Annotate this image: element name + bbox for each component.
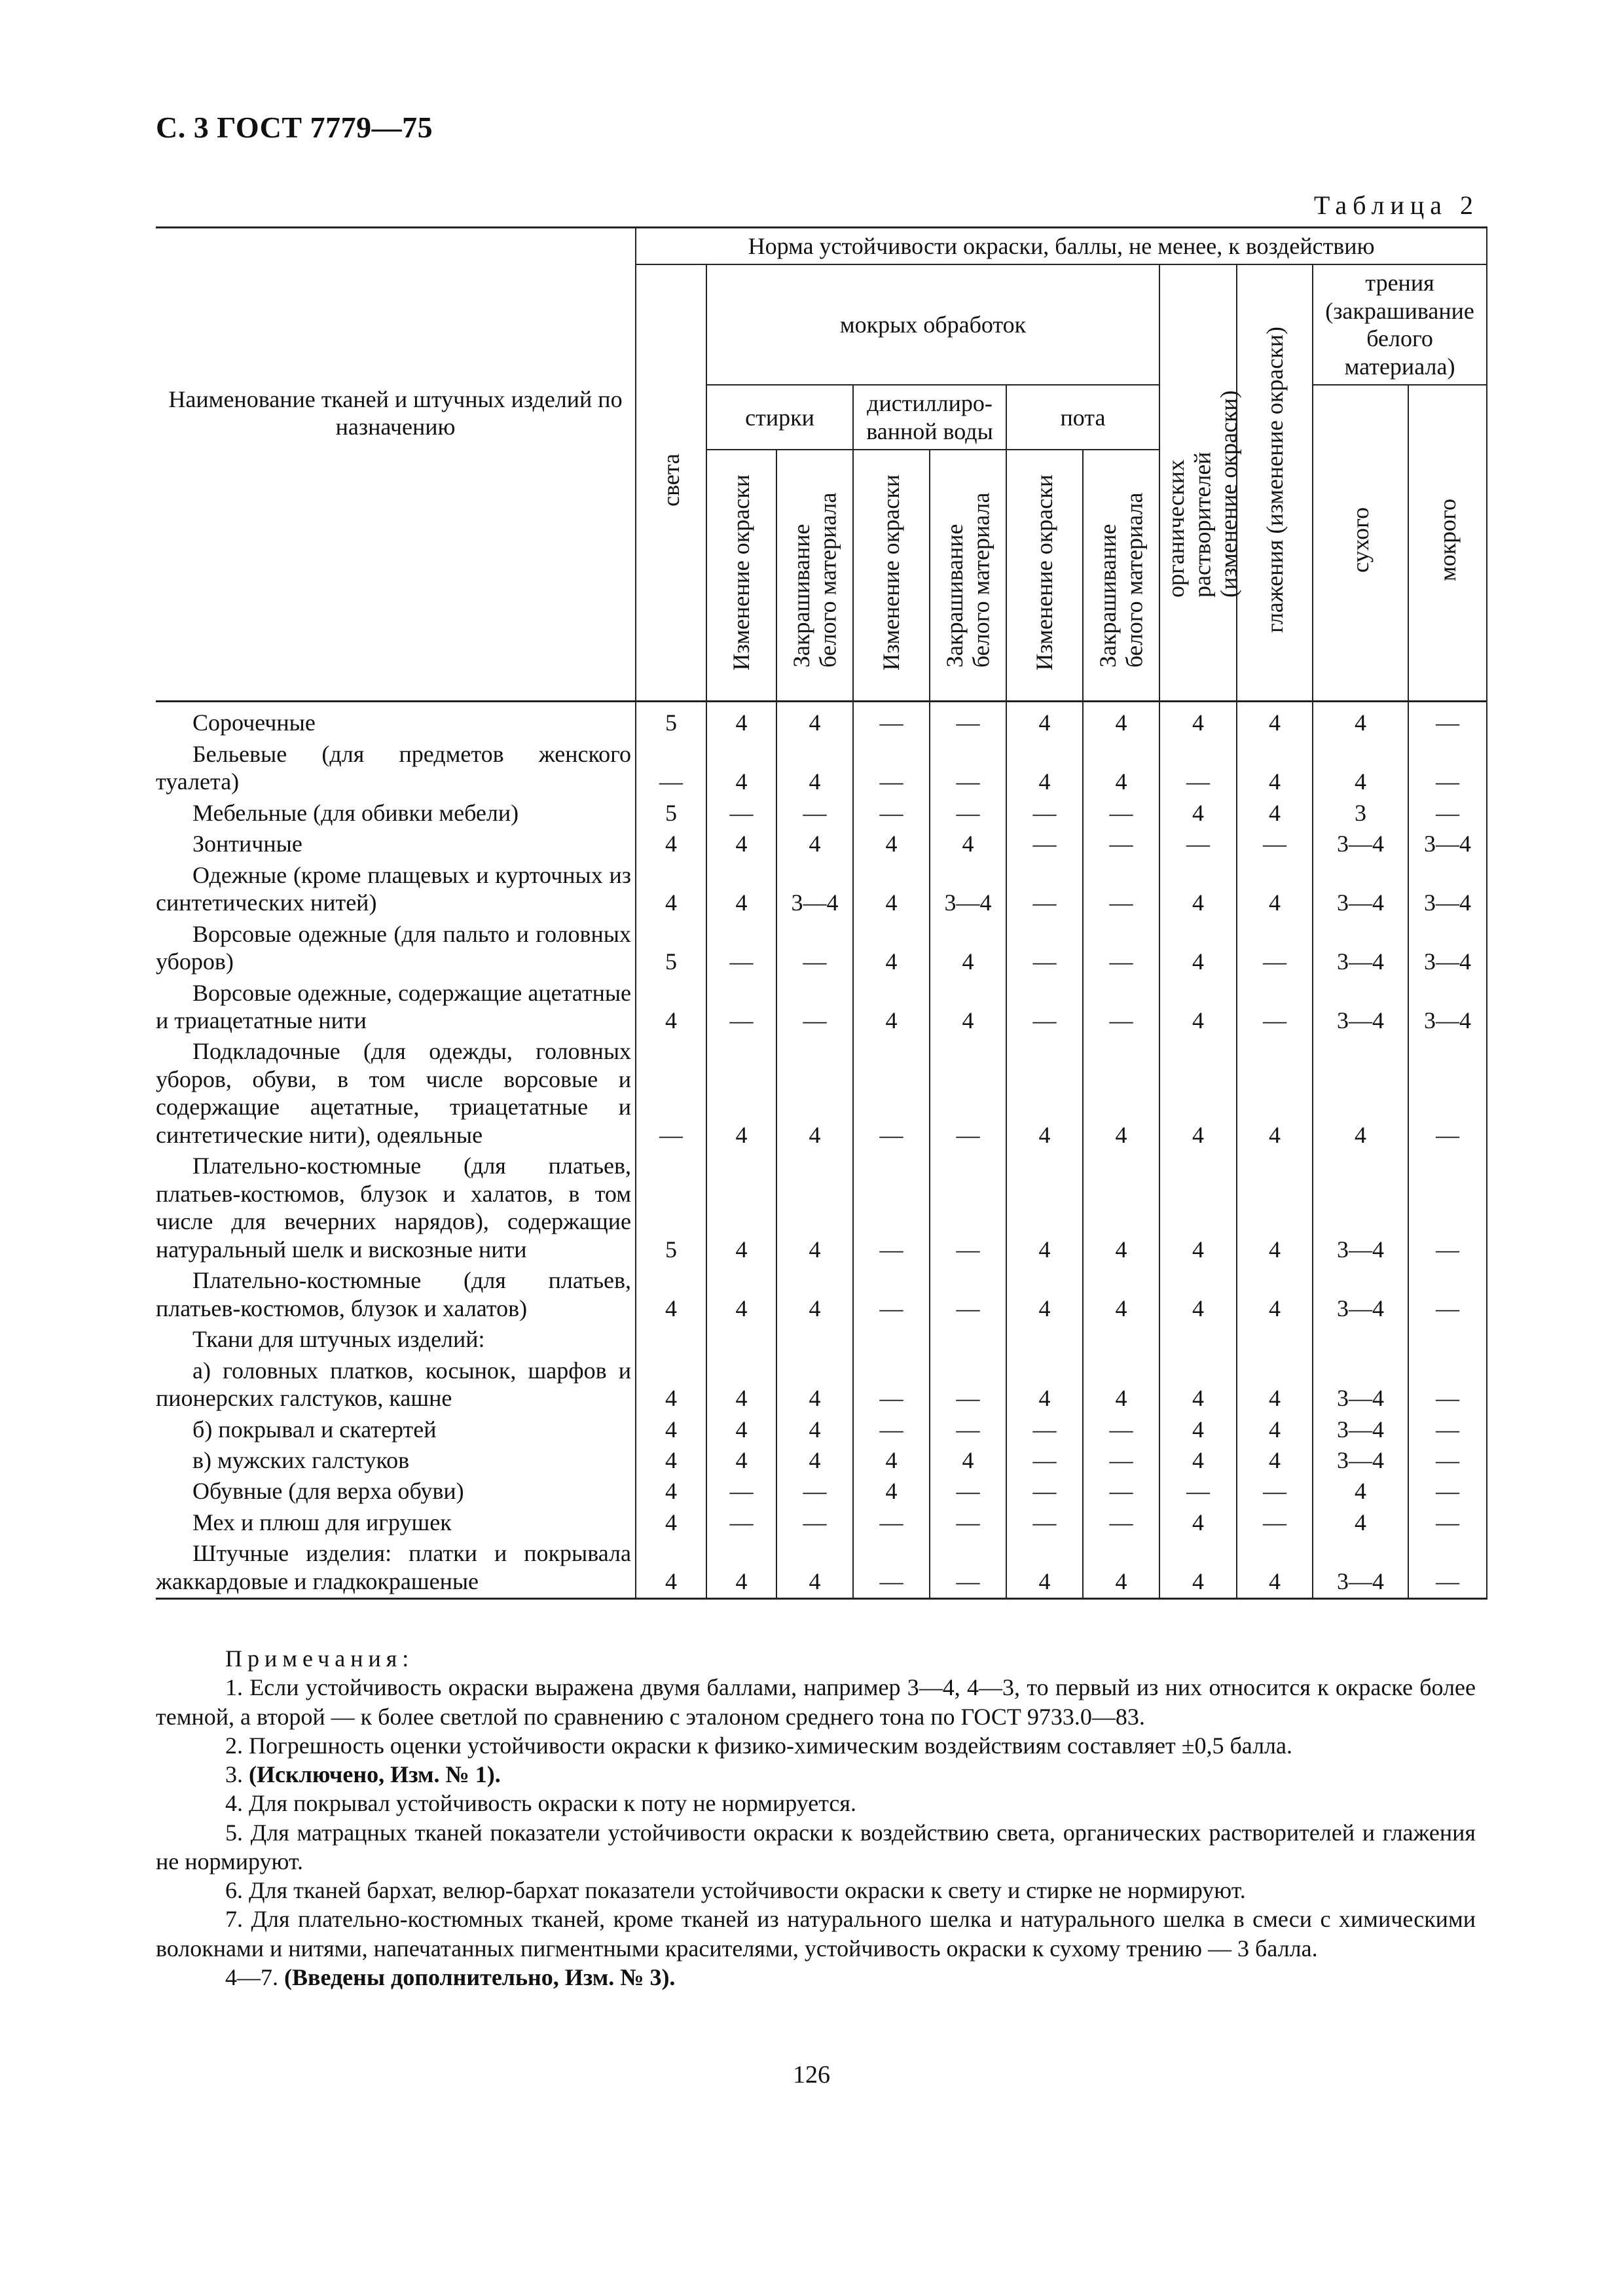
row-value: — (636, 1037, 706, 1151)
row-value: — (1006, 978, 1083, 1037)
row-value: 3—4 (1408, 829, 1487, 860)
row-value: 4 (1159, 978, 1237, 1037)
row-value: 4 (706, 1446, 776, 1477)
row-value: 4 (706, 740, 776, 798)
row-value: 4 (853, 978, 930, 1037)
row-value: 4 (776, 702, 853, 740)
row-value: 3—4 (1313, 920, 1408, 978)
row-value (706, 1325, 776, 1355)
row-value: — (706, 920, 776, 978)
row-value: 3—4 (1408, 861, 1487, 920)
row-value (776, 1325, 853, 1355)
row-value: — (706, 798, 776, 829)
row-value: 3—4 (1313, 1356, 1408, 1415)
row-value: 3—4 (1313, 1266, 1408, 1325)
row-value (1408, 1325, 1487, 1355)
note-3: 3. (Исключено, Изм. № 1). (225, 1761, 501, 1788)
row-value: 4 (636, 861, 706, 920)
row-value: 4 (1313, 702, 1408, 740)
row-value: — (930, 1037, 1006, 1151)
row-value: 4 (930, 829, 1006, 860)
row-value: 4 (1159, 1151, 1237, 1266)
table-body (156, 702, 1487, 1599)
row-value: 4 (636, 1477, 706, 1507)
row-value: 4 (930, 978, 1006, 1037)
row-value: — (1006, 1446, 1083, 1477)
row-name: Мебельные (для обивки мебели) (156, 798, 636, 829)
row-value: — (853, 702, 930, 740)
row-value: 4 (1159, 1508, 1237, 1539)
row-value: — (930, 702, 1006, 740)
row-value: 4 (1006, 1266, 1083, 1325)
table-row (156, 1508, 1487, 1539)
row-name: Штучные изделия: платки и покрывала жаккардовые и гладкокрашеные (156, 1539, 636, 1598)
row-value: — (1006, 1477, 1083, 1507)
row-value: — (1237, 978, 1313, 1037)
column-header-distilled-stain: Закрашивание белого материала (930, 450, 1006, 702)
row-value: — (776, 1477, 853, 1507)
row-value: 4 (706, 702, 776, 740)
row-value: — (776, 798, 853, 829)
row-value: — (930, 1539, 1006, 1598)
note-5: 5. Для матрацных тканей показатели устойчивости окраски к воздействию света, органических растворителей и глажения не нормируют. (156, 1819, 1476, 1874)
row-value: 4 (1006, 1356, 1083, 1415)
table-row (156, 1266, 1487, 1325)
row-value: 4 (1237, 861, 1313, 920)
column-header-ironing: глажения (изменение окраски) (1237, 264, 1313, 701)
row-value: 4 (1313, 1037, 1408, 1151)
column-header-wet-rub: мокрого (1408, 385, 1487, 701)
row-value: — (1408, 1508, 1487, 1539)
row-value: — (853, 1037, 930, 1151)
row-value: 4 (1006, 740, 1083, 798)
row-value: 4 (1159, 1037, 1237, 1151)
row-value: 4 (1083, 1266, 1159, 1325)
row-value: 3 (1313, 798, 1408, 829)
row-value: 3—4 (1313, 829, 1408, 860)
row-value: — (1006, 829, 1083, 860)
row-value (1237, 1325, 1313, 1355)
row-value: 4 (1159, 1539, 1237, 1598)
row-value: 3—4 (1313, 1415, 1408, 1446)
row-name: Мех и плюш для игрушек (156, 1508, 636, 1539)
row-name: Плательно-костюмные (для платьев, платьев-костюмов, блузок и халатов) (156, 1266, 636, 1325)
row-value: 5 (636, 798, 706, 829)
row-value (930, 1325, 1006, 1355)
row-value: 4 (1006, 1037, 1083, 1151)
note-1: 1. Если устойчивость окраски выражена двумя баллами, например 3—4, 4—3, то первый из них относится к окраске более темной, а второй — к более светлой по сравнению с эталоном среднего тона по ГОСТ 9733.0—83. (156, 1674, 1476, 1730)
column-header-wash-change: Изменение окраски (706, 450, 776, 702)
note-amendment: 4—7. (Введены дополнительно, Изм. № 3). (225, 1964, 676, 1990)
row-value: 4 (636, 829, 706, 860)
row-value: 4 (930, 1446, 1006, 1477)
note-6: 6. Для тканей бархат, велюр-бархат показатели устойчивости окраски к свету и стирке не нормируют. (225, 1877, 1246, 1904)
row-value: — (1408, 1037, 1487, 1151)
table-row (156, 920, 1487, 978)
row-value: 4 (1159, 798, 1237, 829)
row-name: Ворсовые одежные (для пальто и головных уборов) (156, 920, 636, 978)
row-value: 4 (706, 1415, 776, 1446)
row-value (853, 1325, 930, 1355)
row-value: — (776, 920, 853, 978)
row-value: 4 (1313, 1477, 1408, 1507)
row-value: 4 (853, 1446, 930, 1477)
row-value: — (1083, 1415, 1159, 1446)
row-value: 4 (1237, 1151, 1313, 1266)
row-value: — (1006, 861, 1083, 920)
row-value: 4 (706, 1266, 776, 1325)
notes-title: Примечания: (225, 1645, 414, 1672)
row-value: 4 (1159, 1415, 1237, 1446)
row-value: 4 (776, 1415, 853, 1446)
row-value: 4 (636, 978, 706, 1037)
row-value: — (1159, 1477, 1237, 1507)
row-value: 4 (706, 861, 776, 920)
row-value: 4 (1159, 1446, 1237, 1477)
column-header-distilled-change: Изменение окраски (853, 450, 930, 702)
row-value: 4 (1313, 1508, 1408, 1539)
row-value: 3—4 (1313, 1151, 1408, 1266)
row-value: — (1006, 798, 1083, 829)
row-value: 4 (776, 829, 853, 860)
row-value: 4 (1006, 702, 1083, 740)
row-value: — (636, 740, 706, 798)
row-value: 3—4 (1313, 1446, 1408, 1477)
table-row (156, 1477, 1487, 1507)
row-value: — (853, 1415, 930, 1446)
row-value: — (776, 1508, 853, 1539)
row-value: — (1083, 861, 1159, 920)
row-value: — (1408, 1356, 1487, 1415)
row-value: 4 (1237, 798, 1313, 829)
row-value: 4 (1006, 1539, 1083, 1598)
row-value: — (1408, 1539, 1487, 1598)
row-value: — (706, 1508, 776, 1539)
row-value: 4 (1159, 702, 1237, 740)
row-value: 4 (1083, 1356, 1159, 1415)
row-value: 4 (1237, 1037, 1313, 1151)
page-header: С. 3 ГОСТ 7779—75 (156, 111, 433, 144)
row-value: 4 (1313, 740, 1408, 798)
row-value: — (1083, 978, 1159, 1037)
row-value: 4 (1237, 1415, 1313, 1446)
column-header-sweat-stain: Закрашивание белого материала (1083, 450, 1159, 702)
row-value: 3—4 (1408, 978, 1487, 1037)
row-value: 4 (776, 1356, 853, 1415)
row-value: — (1408, 1477, 1487, 1507)
row-value: 3—4 (930, 861, 1006, 920)
row-name: Ткани для штучных изделий: (156, 1325, 636, 1355)
row-value (636, 1325, 706, 1355)
note-7: 7. Для плательно-костюмных тканей, кроме тканей из натурального шелка и натурального шелка в смеси с химическими волокнами и нитями, напечатанных пигментными красителями, устойчивость окраски к сухому трению — 3 балла. (156, 1906, 1476, 1962)
row-value: 4 (636, 1508, 706, 1539)
table-row (156, 1037, 1487, 1151)
row-name: Сорочечные (156, 702, 636, 740)
row-value: 3—4 (776, 861, 853, 920)
row-value: 4 (1159, 1356, 1237, 1415)
row-value (1083, 1325, 1159, 1355)
row-value: 4 (706, 1539, 776, 1598)
row-value: 4 (930, 920, 1006, 978)
row-name: а) головных платков, косынок, шарфов и пионерских галстуков, кашне (156, 1356, 636, 1415)
column-header-distilled: дистиллиро-ванной воды (853, 385, 1006, 450)
row-value: — (853, 740, 930, 798)
row-value: 4 (853, 829, 930, 860)
row-value: 4 (776, 1037, 853, 1151)
row-value: 4 (706, 1037, 776, 1151)
row-value: 4 (1237, 1539, 1313, 1598)
row-value: — (1159, 829, 1237, 860)
column-header-rubbing: трения (закрашивание белого материала) (1313, 264, 1487, 385)
row-value: — (1006, 1508, 1083, 1539)
table-row (156, 978, 1487, 1037)
row-name: Ворсовые одежные, содержащие ацетатные и триацетатные нити (156, 978, 636, 1037)
row-value: — (1408, 1151, 1487, 1266)
row-value: 4 (1083, 702, 1159, 740)
table-row (156, 1356, 1487, 1415)
row-value: — (776, 978, 853, 1037)
table-row (156, 1151, 1487, 1266)
row-value: — (1083, 798, 1159, 829)
row-value: 4 (776, 1446, 853, 1477)
row-value: 4 (706, 1151, 776, 1266)
column-header-sweat: пота (1006, 385, 1159, 450)
row-value: 4 (706, 829, 776, 860)
row-value: — (1408, 1415, 1487, 1446)
row-value (1006, 1325, 1083, 1355)
column-header-wet: мокрых обработок (706, 264, 1159, 385)
row-value: — (930, 1477, 1006, 1507)
row-value: — (853, 1356, 930, 1415)
row-value: — (1083, 1446, 1159, 1477)
row-value: 4 (1083, 1037, 1159, 1151)
table-row (156, 829, 1487, 860)
row-name: Бельевые (для предметов женского туалета) (156, 740, 636, 798)
row-value: 4 (776, 1151, 853, 1266)
row-name: Плательно-костюмные (для платьев, платьев-костюмов, блузок и халатов, в том числе для вечерних нарядов), содержащие натуральный шелк и вискозные нити (156, 1151, 636, 1266)
row-value: 4 (636, 1539, 706, 1598)
row-value: 4 (636, 1266, 706, 1325)
row-value: — (1237, 1508, 1313, 1539)
row-value: — (853, 1539, 930, 1598)
row-value: 5 (636, 1151, 706, 1266)
row-value: 4 (776, 1266, 853, 1325)
row-value: — (1237, 829, 1313, 860)
column-header-light: света (636, 264, 706, 701)
table-row (156, 798, 1487, 829)
row-value: — (1408, 740, 1487, 798)
row-value: 4 (1006, 1151, 1083, 1266)
note-4: 4. Для покрывал устойчивость окраски к поту не нормируется. (225, 1790, 856, 1817)
row-value: 4 (853, 861, 930, 920)
notes-section (156, 1644, 1476, 1992)
row-value: — (930, 740, 1006, 798)
row-value: — (930, 1151, 1006, 1266)
row-name: Одежные (кроме плащевых и курточных из синтетических нитей) (156, 861, 636, 920)
row-value: — (1408, 702, 1487, 740)
row-value: — (853, 1151, 930, 1266)
column-header-name: Наименование тканей и штучных изделий по назначению (156, 228, 636, 702)
column-header-organic: органических растворителей (изменение окраски) (1159, 264, 1237, 701)
row-value: — (1083, 1508, 1159, 1539)
row-value: 3—4 (1313, 978, 1408, 1037)
row-value: 5 (636, 702, 706, 740)
row-value: — (1408, 1446, 1487, 1477)
table-row (156, 740, 1487, 798)
row-value: 4 (776, 740, 853, 798)
row-value: — (1083, 920, 1159, 978)
page-number: 126 (793, 2061, 830, 2089)
row-value: — (1006, 1415, 1083, 1446)
row-value: — (1006, 920, 1083, 978)
column-header-norm: Норма устойчивости окраски, баллы, не менее, к воздействию (636, 228, 1487, 265)
row-value: — (930, 798, 1006, 829)
row-value: — (1159, 740, 1237, 798)
row-value: 4 (706, 1356, 776, 1415)
row-name: Подкладочные (для одежды, головных уборов, обуви, в том числе ворсовые и содержащие ацетатные, триацетатные и синтетические нити), одеяльные (156, 1037, 636, 1151)
row-value: 4 (1159, 861, 1237, 920)
row-value: — (706, 1477, 776, 1507)
row-name: в) мужских галстуков (156, 1446, 636, 1477)
column-header-dry: сухого (1313, 385, 1408, 701)
row-value (1313, 1325, 1408, 1355)
row-value: 5 (636, 920, 706, 978)
row-value: — (1408, 1266, 1487, 1325)
column-header-wash-stain: Закрашивание белого материала (776, 450, 853, 702)
row-value: — (1237, 920, 1313, 978)
column-header-wash: стирки (706, 385, 853, 450)
note-2: 2. Погрешность оценки устойчивости окраски к физико-химическим воздействиям составляет ±0,5 балла. (225, 1732, 1292, 1759)
table-row (156, 702, 1487, 740)
row-value: 4 (636, 1446, 706, 1477)
row-value (1159, 1325, 1237, 1355)
row-value: 4 (1083, 740, 1159, 798)
table-row (156, 1446, 1487, 1477)
row-value: — (930, 1266, 1006, 1325)
row-name: б) покрывал и скатертей (156, 1415, 636, 1446)
row-value: 4 (1159, 1266, 1237, 1325)
row-value: 4 (1237, 1266, 1313, 1325)
table-row (156, 1539, 1487, 1598)
row-value: — (1408, 798, 1487, 829)
table-row (156, 1325, 1487, 1355)
table-row (156, 861, 1487, 920)
row-value: 4 (1237, 740, 1313, 798)
fastness-table (156, 226, 1487, 1600)
row-value: 4 (636, 1415, 706, 1446)
row-value: 4 (1237, 1356, 1313, 1415)
row-value: — (930, 1415, 1006, 1446)
table-row (156, 1415, 1487, 1446)
row-value: 3—4 (1408, 920, 1487, 978)
row-value: — (930, 1356, 1006, 1415)
column-header-sweat-change: Изменение окраски (1006, 450, 1083, 702)
row-value: — (930, 1508, 1006, 1539)
row-value: 4 (1083, 1151, 1159, 1266)
row-value: 4 (776, 1539, 853, 1598)
row-value: 4 (1159, 920, 1237, 978)
row-value: 3—4 (1313, 861, 1408, 920)
row-name: Обувные (для верха обуви) (156, 1477, 636, 1507)
row-value: 4 (1237, 1446, 1313, 1477)
row-value: 4 (636, 1356, 706, 1415)
table-label: Таблица 2 (1313, 190, 1479, 220)
row-value: — (1083, 1477, 1159, 1507)
row-value: — (1237, 1477, 1313, 1507)
row-value: — (706, 978, 776, 1037)
row-value: 4 (1083, 1539, 1159, 1598)
row-name: Зонтичные (156, 829, 636, 860)
row-value: — (1083, 829, 1159, 860)
row-value: 4 (1237, 702, 1313, 740)
row-value: 3—4 (1313, 1539, 1408, 1598)
row-value: 4 (853, 1477, 930, 1507)
row-value: 4 (853, 920, 930, 978)
row-value: — (853, 798, 930, 829)
row-value: — (853, 1266, 930, 1325)
row-value: — (853, 1508, 930, 1539)
